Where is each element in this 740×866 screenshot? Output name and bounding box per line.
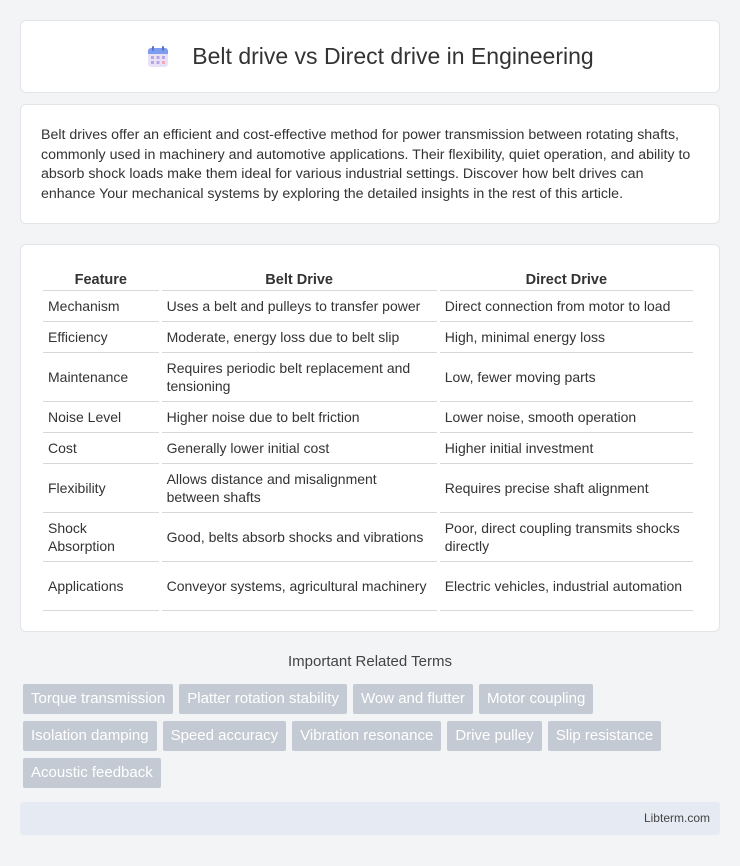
header-direct-drive: Direct Drive [440, 265, 693, 291]
related-terms-list [23, 684, 723, 788]
row-belt-drive: Moderate, energy loss due to belt slip [162, 322, 437, 353]
header-feature: Feature [43, 265, 159, 291]
intro-card [20, 104, 720, 224]
title-card [20, 20, 720, 93]
comparison-card [20, 244, 720, 632]
footer-site-link[interactable]: Libterm.com [643, 811, 710, 825]
calendar-icon [146, 45, 170, 69]
row-direct-drive: Direct connection from motor to load [440, 291, 693, 322]
table-row [43, 291, 693, 322]
row-feature: Maintenance [43, 353, 159, 402]
row-direct-drive: High, minimal energy loss [440, 322, 693, 353]
row-feature: Shock Absorption [43, 513, 159, 562]
related-term-tag[interactable]: Wow and flutter [353, 684, 473, 714]
row-direct-drive: Requires precise shaft alignment [440, 464, 693, 513]
row-belt-drive: Good, belts absorb shocks and vibrations [162, 513, 437, 562]
table-row [43, 562, 693, 611]
header-belt-drive: Belt Drive [162, 265, 437, 291]
related-term-tag[interactable]: Speed accuracy [163, 721, 287, 751]
table-row [43, 402, 693, 433]
row-belt-drive: Higher noise due to belt friction [162, 402, 437, 433]
related-term-tag[interactable]: Slip resistance [548, 721, 662, 751]
related-terms-heading: Important Related Terms [288, 653, 452, 670]
row-direct-drive: Poor, direct coupling transmits shocks directly [440, 513, 693, 562]
row-feature: Efficiency [43, 322, 159, 353]
related-term-tag[interactable]: Drive pulley [447, 721, 541, 751]
intro-paragraph: Belt drives offer an efficient and cost-effective method for power transmission between rotating shafts, commonly used in machinery and automotive applications. Their flexibility, quiet operation, and ability to absorb shock loads make them ideal for various industrial settings. Discover how belt drives can enhance Your mechanical systems by exploring the detailed insights in the rest of this article. [41, 127, 691, 202]
row-direct-drive: Lower noise, smooth operation [440, 402, 693, 433]
related-term-tag[interactable]: Vibration resonance [292, 721, 441, 751]
row-belt-drive: Generally lower initial cost [162, 433, 437, 464]
related-term-tag[interactable]: Motor coupling [479, 684, 593, 714]
row-belt-drive: Uses a belt and pulleys to transfer power [162, 291, 437, 322]
related-term-tag[interactable]: Isolation damping [23, 721, 157, 751]
table-row [43, 464, 693, 513]
table-row [43, 513, 693, 562]
row-feature: Applications [43, 562, 159, 611]
row-feature: Noise Level [43, 402, 159, 433]
row-feature: Mechanism [43, 291, 159, 322]
related-term-tag[interactable]: Acoustic feedback [23, 758, 161, 788]
table-row [43, 433, 693, 464]
row-belt-drive: Allows distance and misalignment between shafts [162, 464, 437, 513]
row-feature: Flexibility [43, 464, 159, 513]
table-row [43, 353, 693, 402]
table-header-row [43, 265, 693, 291]
row-feature: Cost [43, 433, 159, 464]
related-term-tag[interactable]: Platter rotation stability [179, 684, 347, 714]
row-direct-drive: Electric vehicles, industrial automation [440, 562, 693, 611]
comparison-table [40, 265, 696, 611]
footer [20, 802, 720, 835]
row-belt-drive: Conveyor systems, agricultural machinery [162, 562, 437, 611]
row-direct-drive: Higher initial investment [440, 433, 693, 464]
row-direct-drive: Low, fewer moving parts [440, 353, 693, 402]
row-belt-drive: Requires periodic belt replacement and tensioning [162, 353, 437, 402]
page-title: Belt drive vs Direct drive in Engineering [192, 43, 594, 69]
related-term-tag[interactable]: Torque transmission [23, 684, 173, 714]
table-row [43, 322, 693, 353]
